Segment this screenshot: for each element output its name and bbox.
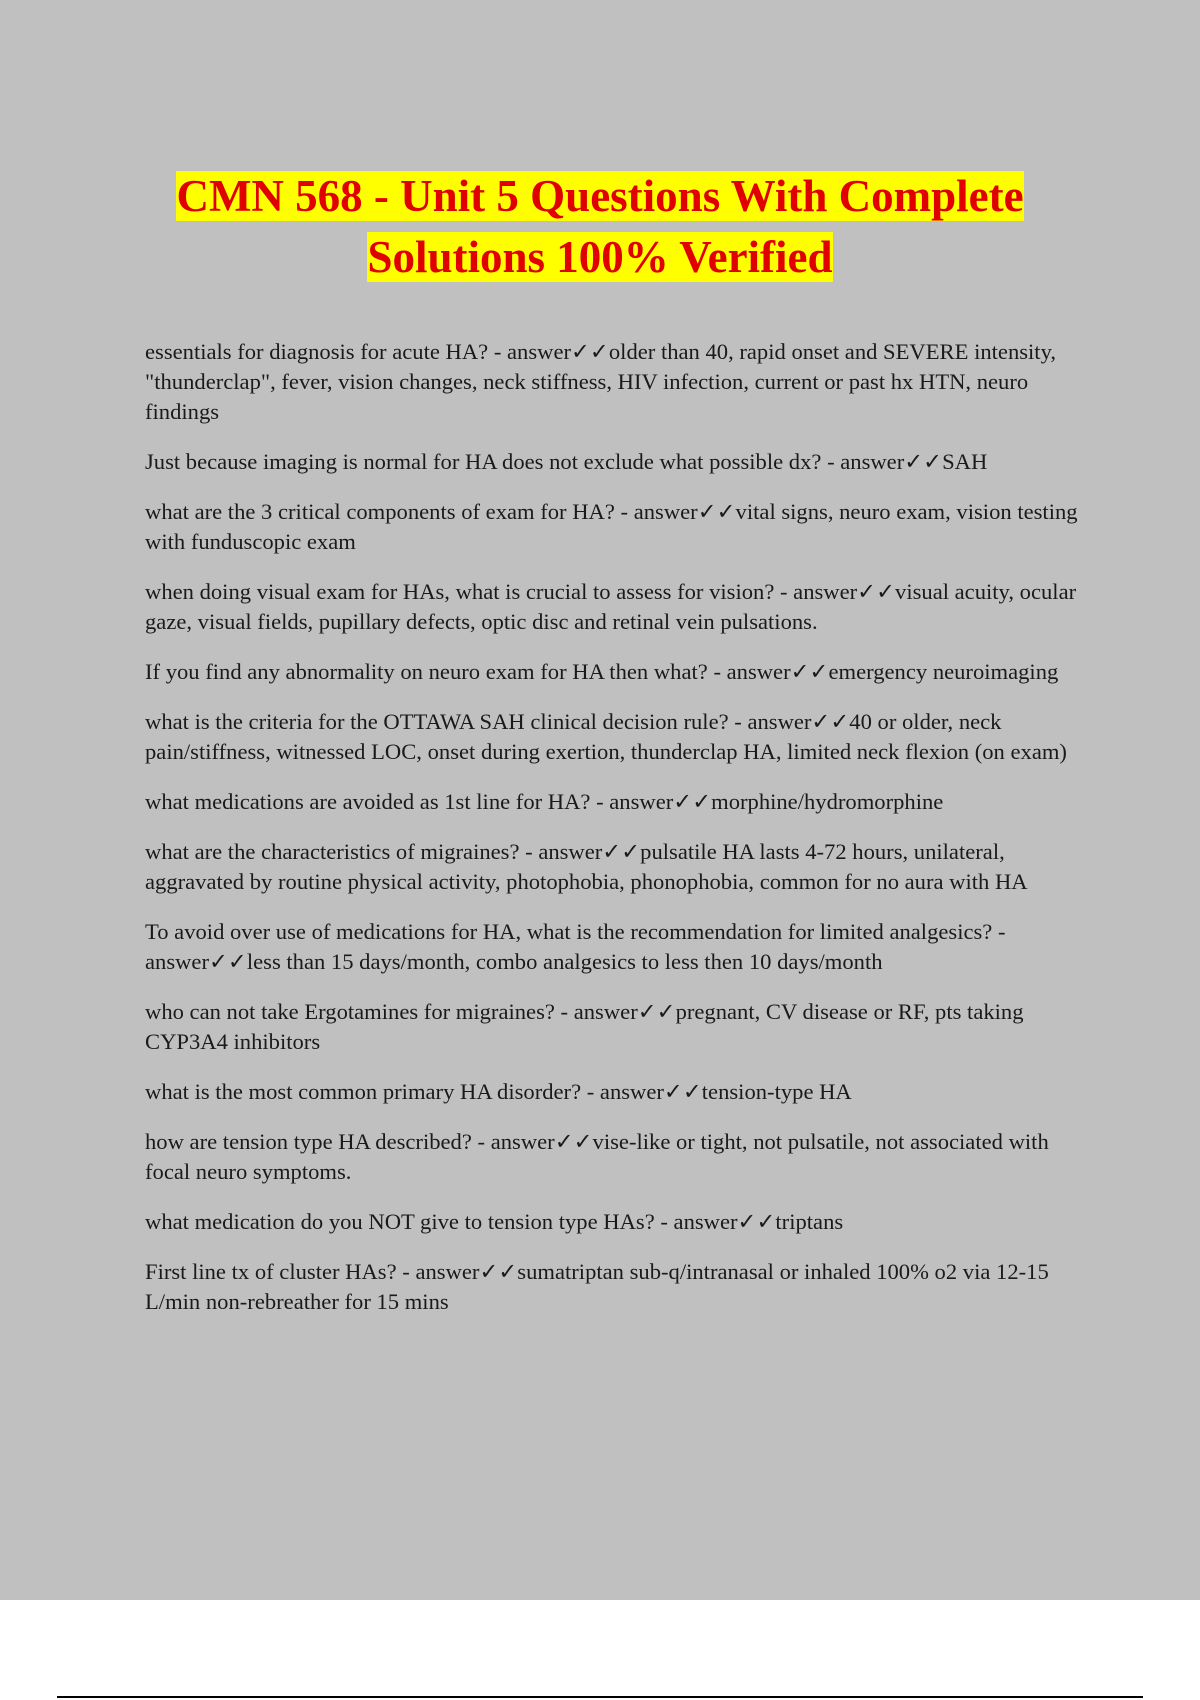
qa-item: essentials for diagnosis for acute HA? - answer✓✓older than 40, rapid onset and SEVERE intensity, "thunderclap", fever, vision changes, neck stiffness, HIV infection, current or past hx HTN, neuro findings <box>145 339 1057 424</box>
qa-item: If you find any abnormality on neuro exam for HA then what? - answer✓✓emergency neuroimaging <box>145 659 1059 684</box>
qa-item: what medications are avoided as 1st line for HA? - answer✓✓morphine/hydromorphine <box>145 789 944 814</box>
qa-item: what are the 3 critical components of exam for HA? - answer✓✓vital signs, neuro exam, vision testing with funduscopic exam <box>145 499 1078 554</box>
title-line-1: CMN 568 - Unit 5 Questions With Complete <box>176 171 1024 221</box>
document-title <box>60 166 1140 288</box>
qa-item: what are the characteristics of migraines? - answer✓✓pulsatile HA lasts 4-72 hours, unilateral, aggravated by routine physical activity, photophobia, phonophobia, common for no aura with HA <box>145 839 1028 894</box>
qa-item: what is the criteria for the OTTAWA SAH clinical decision rule? - answer✓✓40 or older, neck pain/stiffness, witnessed LOC, onset during exertion, thunderclap HA, limited neck flexion (on exam) <box>145 709 1067 764</box>
footer-divider <box>57 1696 1143 1698</box>
qa-item: who can not take Ergotamines for migraines? - answer✓✓pregnant, CV disease or RF, pts taking CYP3A4 inhibitors <box>145 999 1024 1054</box>
qa-item: Just because imaging is normal for HA does not exclude what possible dx? - answer✓✓SAH <box>145 449 988 474</box>
qa-item: First line tx of cluster HAs? - answer✓✓sumatriptan sub-q/intranasal or inhaled 100% o2 via 12-15 L/min non-rebreather for 15 mins <box>145 1259 1049 1314</box>
qa-item: when doing visual exam for HAs, what is crucial to assess for vision? - answer✓✓visual acuity, ocular gaze, visual fields, pupillary defects, optic disc and retinal vein pulsations. <box>145 579 1077 634</box>
title-line-2: Solutions 100% Verified <box>367 232 833 282</box>
qa-item: what medication do you NOT give to tension type HAs? - answer✓✓triptans <box>145 1209 844 1234</box>
qa-item: To avoid over use of medications for HA, what is the recommendation for limited analgesics? - answer✓✓less than 15 days/month, combo analgesics to less then 10 days/month <box>145 919 1006 974</box>
qa-list <box>145 337 1090 1337</box>
qa-item: what is the most common primary HA disorder? - answer✓✓tension-type HA <box>145 1079 852 1104</box>
qa-item: how are tension type HA described? - answer✓✓vise-like or tight, not pulsatile, not associated with focal neuro symptoms. <box>145 1129 1049 1184</box>
